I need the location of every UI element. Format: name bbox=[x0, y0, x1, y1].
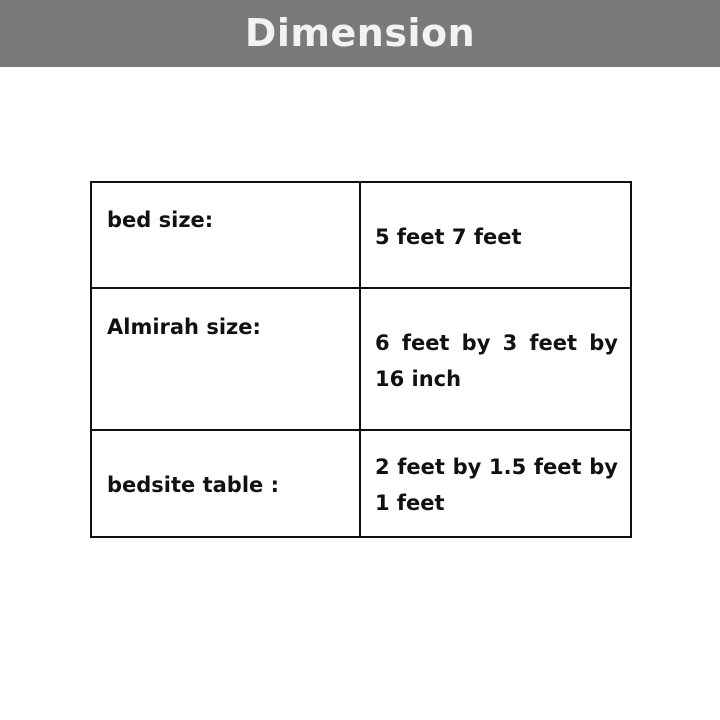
label-cell bbox=[91, 182, 360, 288]
page-title: Dimension bbox=[244, 10, 476, 55]
table-row bbox=[91, 430, 631, 537]
value-cell bbox=[360, 288, 631, 430]
table-row bbox=[91, 288, 631, 430]
dimension-table bbox=[90, 181, 632, 538]
value-cell bbox=[360, 430, 631, 537]
value-cell bbox=[360, 182, 631, 288]
label-cell bbox=[91, 430, 360, 537]
table-row bbox=[91, 182, 631, 288]
row-value: 5 feet 7 feet bbox=[375, 225, 522, 249]
row-value: 6 feet by 3 feet by 16 inch bbox=[375, 331, 618, 391]
header-bar bbox=[0, 0, 720, 67]
row-label: bedsite table : bbox=[107, 473, 279, 497]
row-value: 2 feet by 1.5 feet by 1 feet bbox=[375, 455, 618, 515]
label-cell bbox=[91, 288, 360, 430]
row-label: Almirah size: bbox=[107, 315, 261, 339]
row-label: bed size: bbox=[107, 208, 214, 232]
